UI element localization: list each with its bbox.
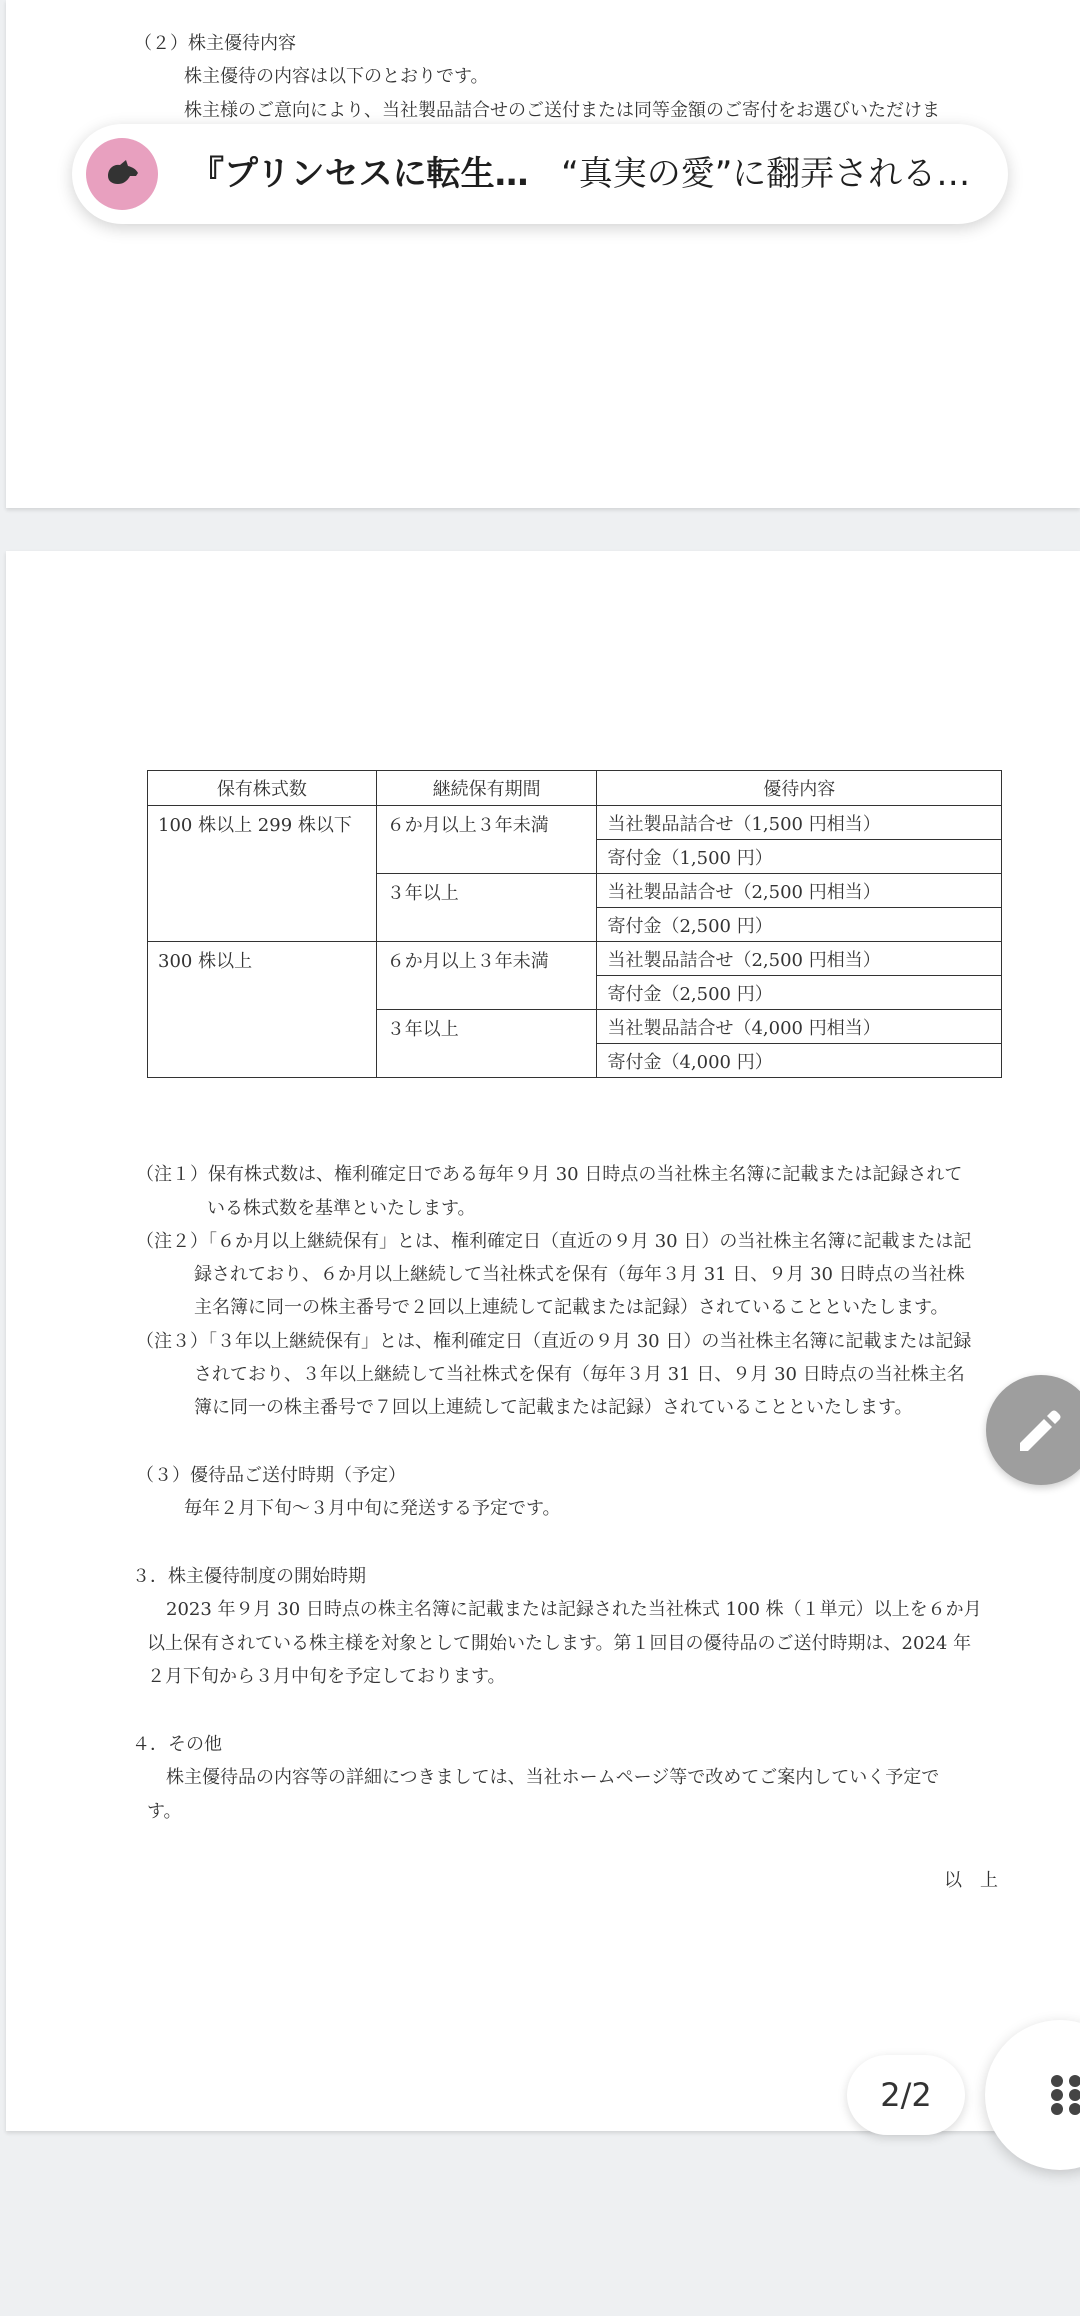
paragraph-line: 株主様のご意向により、当社製品詰合せのご送付または同等金額のご寄付をお選びいただけま xyxy=(184,100,940,121)
table-cell-benefit: 当社製品詰合せ（2,500 円相当） xyxy=(597,942,1002,976)
paragraph-line: 2023 年９月 30 日時点の株主名簿に記載または記録された当社株式 100 株（１単元）以上を６か月 xyxy=(166,1599,982,1620)
note-2-line: 録されており、６か月以上継続して当社株式を保有（毎年３月 31 日、９月 30 日時点の当社株 xyxy=(194,1264,965,1285)
dog-head-icon xyxy=(86,138,158,210)
table-cell-period: ３年以上 xyxy=(376,874,597,942)
banner-title-rest: “真実の愛”に翻弄される… xyxy=(561,154,971,194)
table-header-row xyxy=(148,771,1002,806)
note-3-line: されており、３年以上継続して当社株式を保有（毎年３月 31 日、９月 30 日時点の当社株主名 xyxy=(194,1364,965,1385)
column-header: 優待内容 xyxy=(597,771,1002,806)
banner-title xyxy=(190,148,970,200)
pdf-page-1 xyxy=(6,0,1080,508)
paragraph-line: 株主優待の内容は以下のとおりです。 xyxy=(184,66,489,87)
pdf-page-2 xyxy=(6,551,1080,2131)
table-cell-period: ６か月以上３年未満 xyxy=(376,942,597,1010)
paragraph-line: 毎年２月下旬～３月中旬に発送する予定です。 xyxy=(184,1498,561,1519)
apps-menu-button[interactable] xyxy=(985,2020,1080,2170)
table-cell-benefit: 寄付金（2,500 円） xyxy=(597,908,1002,942)
note-2-line: （注２）「６か月以上継続保有」とは、権利確定日（直近の９月 30 日）の当社株主名簿に記載または記 xyxy=(136,1231,972,1252)
title-banner[interactable] xyxy=(72,124,1008,224)
section-heading-start: ３．株主優待制度の開始時期 xyxy=(132,1566,366,1587)
table-row xyxy=(148,806,1002,840)
paragraph-line: す。 xyxy=(147,1801,182,1822)
column-header: 保有株式数 xyxy=(148,771,377,806)
section-heading-benefits: （２）株主優待内容 xyxy=(134,33,296,54)
closing-text: 以 上 xyxy=(944,1870,998,1891)
table-cell-shares: 100 株以上 299 株以下 xyxy=(148,806,377,942)
table-cell-benefit: 当社製品詰合せ（2,500 円相当） xyxy=(597,874,1002,908)
section-heading-shipping: （３）優待品ご送付時期（予定） xyxy=(136,1465,406,1486)
note-1-line: （注１）保有株式数は、権利確定日である毎年９月 30 日時点の当社株主名簿に記載または記録されて xyxy=(136,1164,963,1185)
table-cell-benefit: 寄付金（1,500 円） xyxy=(597,840,1002,874)
paragraph-line: ２月下旬から３月中旬を予定しております。 xyxy=(147,1666,506,1687)
note-3-line: 簿に同一の株主番号で７回以上連続して記載または記録）されていることといたします。 xyxy=(194,1397,913,1418)
table-cell-benefit: 寄付金（4,000 円） xyxy=(597,1044,1002,1078)
note-2-line: 主名簿に同一の株主番号で２回以上連続して記載または記録）されていることといたします。 xyxy=(194,1297,949,1318)
table-cell-benefit: 当社製品詰合せ（1,500 円相当） xyxy=(597,806,1002,840)
pencil-icon xyxy=(986,1375,1080,1485)
avatar[interactable] xyxy=(86,138,158,210)
table-cell-benefit: 寄付金（2,500 円） xyxy=(597,976,1002,1010)
page-counter: 2/2 xyxy=(847,2055,965,2135)
banner-title-bold: 『プリンセスに転生… xyxy=(190,154,529,194)
paragraph-line: 以上保有されている株主様を対象として開始いたします。第１回目の優待品のご送付時期は、2024 年 xyxy=(147,1633,972,1654)
table-row xyxy=(148,942,1002,976)
paragraph-line: 株主優待品の内容等の詳細につきましては、当社ホームページ等で改めてご案内していく予定で xyxy=(166,1767,940,1788)
column-header: 継続保有期間 xyxy=(376,771,597,806)
table-cell-shares: 300 株以上 xyxy=(148,942,377,1078)
edit-button[interactable] xyxy=(986,1375,1080,1485)
note-3-line: （注３）「３年以上継続保有」とは、権利確定日（直近の９月 30 日）の当社株主名簿に記載または記録 xyxy=(136,1331,972,1352)
benefits-table xyxy=(147,770,1002,1078)
table-cell-benefit: 当社製品詰合せ（4,000 円相当） xyxy=(597,1010,1002,1044)
grid-dots-icon xyxy=(985,2020,1080,2170)
section-heading-other: ４．その他 xyxy=(132,1734,222,1755)
table-cell-period: ３年以上 xyxy=(376,1010,597,1078)
note-1-line: いる株式数を基準といたします。 xyxy=(207,1198,476,1219)
table-cell-period: ６か月以上３年未満 xyxy=(376,806,597,874)
